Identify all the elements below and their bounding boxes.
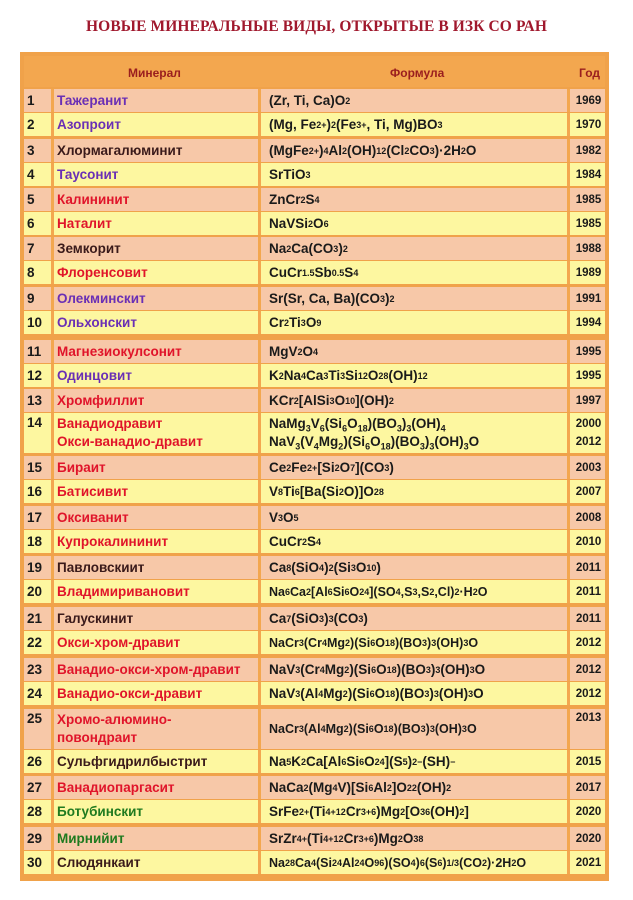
column-divider [258, 556, 261, 579]
discovery-year: 1991 [575, 292, 602, 305]
column-divider [567, 389, 570, 412]
table-row [24, 139, 605, 162]
column-divider [567, 709, 570, 749]
table-row [24, 607, 605, 630]
formula-line2: $NaV_3(V_4Mg_2)(Si_6O_{18})(BO_3)_3(OH)_3O$ [269, 434, 480, 452]
discovery-year: 1969 [575, 94, 602, 107]
column-divider [258, 631, 261, 654]
row-number: 19 [27, 560, 43, 575]
row-number: 30 [27, 855, 43, 870]
mineral-name: Ботубинскит [57, 803, 144, 819]
table-row [24, 556, 605, 579]
discovery-year: 1970 [575, 118, 602, 131]
column-divider [258, 480, 261, 503]
row-number: 25 [27, 711, 43, 726]
column-divider [258, 709, 261, 749]
column-divider [258, 827, 261, 850]
mineral-formula: Na 6 Ca 2 [Al 6 Si 6 O 24 ](SO 4 ,S 3 ,S 2 ,Cl) 2 ·H 2 O [269, 584, 488, 599]
column-divider [567, 456, 570, 479]
discovery-year: 2011 [576, 561, 601, 574]
table-row [24, 340, 605, 363]
mineral-formula: Ce 2 Fe 2+ [Si 2 O 7 ](CO 3 ) [269, 460, 394, 475]
column-divider [258, 113, 261, 136]
column-divider [567, 506, 570, 529]
mineral-name-line1: Хромо-алюмино- [57, 712, 172, 727]
mineral-formula: CuCr 2 S 4 [269, 534, 322, 549]
mineral-name-line2: Окси-ванадио-дравит [57, 434, 203, 449]
column-divider [258, 580, 261, 603]
row-number: 7 [27, 241, 35, 256]
discovery-year: 1985 [575, 217, 602, 230]
column-divider [258, 456, 261, 479]
mineral-name: Сульфгидрилбыстрит [57, 753, 208, 769]
row-number: 22 [27, 635, 43, 650]
discovery-year [572, 413, 605, 453]
table-row [24, 851, 605, 874]
row-number: 27 [27, 780, 43, 795]
discovery-year: 1995 [575, 369, 602, 382]
mineral-name: Купрокалининит [57, 533, 169, 549]
table-row [24, 709, 605, 749]
discovery-year: 2013 [575, 712, 602, 724]
mineral-formula: K 2 Na 4 Ca 3 Ti 3 Si 12 O 28 (OH) 12 [269, 368, 428, 383]
mineral-formula: Na 5 K 2 Ca[Al 6 Si 6 O 24 ](S 5 ) 2− (SH) − [269, 754, 456, 769]
discovery-year: 2010 [575, 535, 602, 548]
header-mineral: Минерал [128, 66, 181, 80]
discovery-year: 2008 [575, 511, 602, 524]
mineral-name: Олекминскит [57, 290, 146, 306]
column-divider [258, 139, 261, 162]
column-divider [258, 163, 261, 186]
column-divider [567, 287, 570, 310]
mineral-formula: NaCa 2 (Mg 4 V)[Si 6 Al 2 ]O 22 (OH) 2 [269, 780, 452, 795]
row-number: 2 [27, 117, 35, 132]
formula-line1: $NaMg_3V_6(Si_6O_{18})(BO_3)_3(OH)_4$ [269, 416, 446, 434]
mineral-name: Таусонит [57, 166, 119, 182]
column-divider [258, 776, 261, 799]
mineral-formula: (Zr, Ti, Ca)O 2 [269, 93, 351, 108]
discovery-year: 2011 [576, 612, 601, 625]
table-row [24, 580, 605, 603]
column-divider [567, 188, 570, 211]
column-divider [567, 607, 570, 630]
table-row [24, 261, 605, 284]
column-divider [567, 113, 570, 136]
row-number: 16 [27, 484, 43, 499]
table-row [24, 631, 605, 654]
mineral-formula: NaVSi 2 O 6 [269, 216, 329, 231]
row-number: 6 [27, 216, 35, 231]
mineral-name: Мирнийит [57, 830, 125, 846]
mineral-name: Оксиванит [57, 509, 129, 525]
row-number: 17 [27, 510, 43, 525]
discovery-year: 2017 [575, 781, 602, 794]
discovery-year: 2020 [575, 805, 602, 818]
column-divider [258, 682, 261, 705]
table-row [24, 456, 605, 479]
row-number: 24 [27, 686, 43, 701]
column-divider [567, 658, 570, 681]
mineral-formula: SrTiO 3 [269, 167, 311, 182]
row-number: 5 [27, 192, 35, 207]
mineral-name: Флоренсовит [57, 264, 148, 280]
mineral-formula: (MgFe 2+ ) 4 Al 2 (OH) 12 (Cl 2 CO 3 )·2H 2 O [269, 143, 477, 158]
column-divider [258, 89, 261, 112]
column-divider [567, 530, 570, 553]
table-row [24, 364, 605, 387]
table-row [24, 212, 605, 235]
column-divider [567, 827, 570, 850]
column-divider [258, 311, 261, 334]
mineral-formula: V 8 Ti 6 [Ba(Si 2 O)]O 28 [269, 484, 384, 499]
discovery-year: 1997 [575, 394, 602, 407]
row-number: 13 [27, 393, 43, 408]
row-number: 20 [27, 584, 43, 599]
column-divider [258, 340, 261, 363]
row-number: 21 [27, 611, 43, 626]
column-divider [567, 556, 570, 579]
year-line1: 2000 [575, 418, 602, 430]
header-year: Год [579, 66, 600, 80]
discovery-year: 2007 [575, 485, 602, 498]
mineral-formula: SrZr 4+ (Ti 4+ 12 Cr 3+ 6 )Mg 2 O 38 [269, 831, 424, 846]
mineral-formula: NaV 3 (Cr 4 Mg 2 )(Si 6 O 18 )(BO 3 ) 3 (OH) 3 O [269, 662, 486, 677]
column-divider [567, 237, 570, 260]
discovery-year: 1995 [575, 345, 602, 358]
table-row [24, 413, 605, 453]
mineral-formula: MgV 2 O 4 [269, 344, 319, 359]
column-divider [567, 163, 570, 186]
discovery-year: 1984 [575, 168, 602, 181]
table-row [24, 237, 605, 260]
row-number: 3 [27, 143, 35, 158]
table-row [24, 827, 605, 850]
mineral-name: Ольхонскит [57, 314, 137, 330]
column-divider [258, 530, 261, 553]
column-divider [567, 261, 570, 284]
table-row [24, 506, 605, 529]
mineral-formula: Na 28 Ca 4 (Si 24 Al 24 O 96 )(SO 4 ) 6 (S 6 ) 1/3 (CO 2 )·2H 2 O [269, 855, 527, 870]
mineral-name [54, 413, 258, 453]
mineral-formula: (Mg, Fe 2+ ) 2 (Fe 3+ , Ti, Mg)BO 3 [269, 117, 443, 132]
column-divider [258, 188, 261, 211]
mineral-formula: NaV 3 (Al 4 Mg 2 )(Si 6 O 18 )(BO 3 ) 3 (OH) 3 O [269, 686, 484, 701]
mineral-formula: Sr(Sr, Ca, Ba)(CO 3 ) 2 [269, 291, 395, 306]
mineral-name: Галускинит [57, 610, 134, 626]
year-line2: 2012 [575, 436, 602, 448]
row-number: 12 [27, 368, 43, 383]
table-row [24, 800, 605, 823]
mineral-name-line2: повондраит [57, 730, 138, 745]
header-formula: Формула [390, 66, 445, 80]
mineral-formula: NaCr 3 (Cr 4 Mg 2 )(Si 6 O 18 )(BO 3 ) 3 (OH) 3 O [269, 635, 479, 650]
discovery-year: 2011 [576, 585, 601, 598]
mineral-name: Азопроит [57, 116, 121, 132]
column-divider [258, 287, 261, 310]
row-number: 26 [27, 754, 43, 769]
mineral-name: Магнезиокулсонит [57, 343, 182, 359]
discovery-year: 2020 [575, 832, 602, 845]
table-row [24, 682, 605, 705]
column-divider [567, 212, 570, 235]
page-title: НОВЫЕ МИНЕРАЛЬНЫЕ ВИДЫ, ОТКРЫТЫЕ В ИЗК СО РАН [86, 18, 547, 35]
discovery-year: 2021 [575, 856, 602, 869]
column-divider [258, 658, 261, 681]
column-divider [567, 851, 570, 874]
column-divider [567, 480, 570, 503]
mineral-name: Павловскиит [57, 559, 145, 575]
table-row [24, 658, 605, 681]
column-divider [567, 800, 570, 823]
column-divider [258, 800, 261, 823]
row-number: 18 [27, 534, 43, 549]
column-divider [567, 413, 570, 453]
table-row [24, 389, 605, 412]
column-divider [258, 607, 261, 630]
column-divider [567, 682, 570, 705]
mineral-name: Наталит [57, 215, 112, 231]
column-divider [258, 364, 261, 387]
row-number: 23 [27, 662, 43, 677]
mineral-formula: SrFe 2+ (Ti 4+ 12 Cr 3+ 6 )Mg 2 [O 36 (OH) 2 ] [269, 804, 469, 819]
column-divider [258, 851, 261, 874]
mineral-formula: NaCr 3 (Al 4 Mg 2 )(Si 6 O 18 )(BO 3 ) 3 (OH) 3 O [269, 722, 477, 736]
mineral-name: Ванадио-окси-хром-дравит [57, 661, 241, 677]
discovery-year: 1994 [575, 316, 602, 329]
mineral-formula: Ca 7 (SiO 3 ) 3 (CO 3 ) [269, 611, 368, 626]
column-divider [567, 364, 570, 387]
column-divider [258, 750, 261, 773]
discovery-year: 1988 [575, 242, 602, 255]
discovery-year: 1985 [575, 193, 602, 206]
mineral-name: Калининит [57, 191, 130, 207]
table-row [24, 287, 605, 310]
row-number: 11 [27, 344, 42, 359]
mineral-name: Хромфиллит [57, 392, 145, 408]
mineral-name: Тажеранит [57, 92, 129, 108]
table-row [24, 163, 605, 186]
mineral-formula: Cr 2 Ti 3 O 9 [269, 315, 322, 330]
mineral-name: Владимиривановит [57, 583, 190, 599]
discovery-year: 2012 [575, 636, 602, 649]
mineral-name: Ванадиопаргасит [57, 779, 175, 795]
mineral-formula: Na 2 Ca(CO 3 ) 2 [269, 241, 348, 256]
column-divider [258, 506, 261, 529]
table-row [24, 530, 605, 553]
mineral-formula: Ca 8 (SiO 4 ) 2 (Si 3 O 10 ) [269, 560, 381, 575]
mineral-formula: KCr 2 [AlSi 3 O 10 ](OH) 2 [269, 393, 394, 408]
mineral-formula [266, 413, 567, 453]
mineral-formula: CuCr 1.5 Sb 0.5 S 4 [269, 265, 359, 280]
column-divider [567, 776, 570, 799]
row-number: 10 [27, 315, 43, 330]
discovery-year: 1982 [575, 144, 602, 157]
discovery-year: 2012 [575, 687, 602, 700]
discovery-year: 2003 [575, 461, 602, 474]
row-number: 9 [27, 291, 35, 306]
row-number: 8 [27, 265, 35, 280]
column-divider [567, 311, 570, 334]
mineral-formula: ZnCr 2 S 4 [269, 192, 320, 207]
mineral-name: Окси-хром-дравит [57, 634, 181, 650]
column-divider [258, 261, 261, 284]
mineral-name [54, 709, 258, 749]
mineral-name: Хлормагалюминит [57, 142, 183, 158]
column-divider [258, 212, 261, 235]
column-divider [258, 413, 261, 453]
row-number: 14 [27, 415, 43, 430]
mineral-name: Бираит [57, 459, 106, 475]
table-header [24, 56, 605, 87]
mineral-name: Батисивит [57, 483, 129, 499]
table-row [24, 89, 605, 112]
row-number: 1 [27, 93, 35, 108]
table-row [24, 776, 605, 799]
discovery-year: 1989 [575, 266, 602, 279]
table-row [24, 113, 605, 136]
mineral-name: Одинцовит [57, 367, 132, 383]
mineral-name: Слюдянкаит [57, 854, 141, 870]
column-divider [258, 237, 261, 260]
column-divider [567, 139, 570, 162]
column-divider [567, 750, 570, 773]
row-number: 29 [27, 831, 43, 846]
row-number: 28 [27, 804, 43, 819]
discovery-year: 2012 [575, 663, 602, 676]
table-row [24, 480, 605, 503]
table-row [24, 311, 605, 334]
table-row [24, 750, 605, 773]
discovery-year: 2015 [575, 755, 602, 768]
column-divider [567, 340, 570, 363]
column-divider [567, 580, 570, 603]
mineral-formula: V 3 O 5 [269, 510, 299, 525]
column-divider [567, 631, 570, 654]
row-number: 15 [27, 460, 43, 475]
mineral-name: Земкорит [57, 240, 121, 256]
column-divider [258, 389, 261, 412]
row-number: 4 [27, 167, 35, 182]
mineral-name-line1: Ванадиодравит [57, 416, 163, 431]
column-divider [567, 89, 570, 112]
mineral-name: Ванадио-окси-дравит [57, 685, 203, 701]
table-row [24, 188, 605, 211]
